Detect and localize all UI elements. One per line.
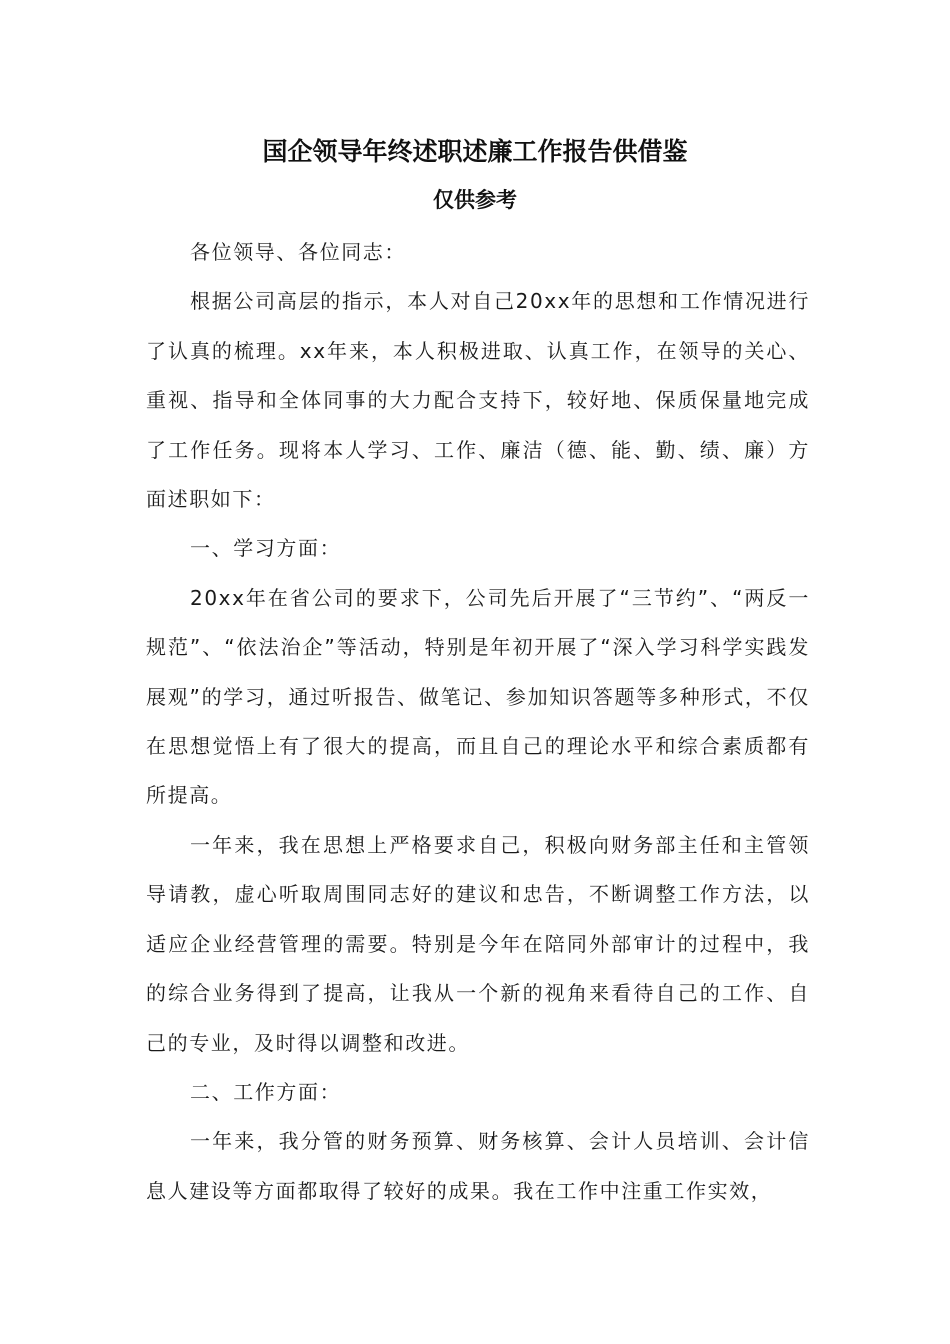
- document-subtitle: 仅供参考: [433, 187, 517, 212]
- section-heading-study: 一、学习方面：: [190, 536, 342, 561]
- document-body: [146, 228, 810, 1216]
- study-paragraph-2: 一年来，我在思想上严格要求自己，积极向财务部主任和主管领导请教，虚心听取周围同志好的建议和忠告，不断调整工作方法，以适应企业经营管理的需要。特别是今年在陪同外部审计的过程中，我的综合业务得到了提高，让我从一个新的视角来看待自己的工作、自己的专业，及时得以调整和改进。: [146, 832, 810, 1055]
- document-title: 国企领导年终述职述廉工作报告供借鉴: [262, 137, 688, 166]
- study-paragraph-1: 20xx年在省公司的要求下，公司先后开展了“三节约”、“两反一规范”、“依法治企”等活动，特别是年初开展了“深入学习科学实践发展观”的学习，通过听报告、做笔记、参加知识答题等多种形式，不仅在思想觉悟上有了很大的提高，而且自己的理论水平和综合素质都有所提高。: [146, 585, 810, 808]
- salutation-paragraph: 各位领导、各位同志：: [190, 240, 406, 264]
- work-paragraph-1: 一年来，我分管的财务预算、财务核算、会计人员培训、会计信息人建设等方面都取得了较好的成果。我在工作中注重工作实效，: [146, 1129, 810, 1203]
- intro-paragraph: 根据公司高层的指示，本人对自己20xx年的思想和工作情况进行了认真的梳理。xx年来，本人积极进取、认真工作，在领导的关心、重视、指导和全体同事的大力配合支持下，较好地、保质保量地完成了工作任务。现将本人学习、工作、廉洁（德、能、勤、绩、廉）方面述职如下：: [146, 289, 810, 512]
- section-heading-work: 二、工作方面：: [190, 1079, 342, 1104]
